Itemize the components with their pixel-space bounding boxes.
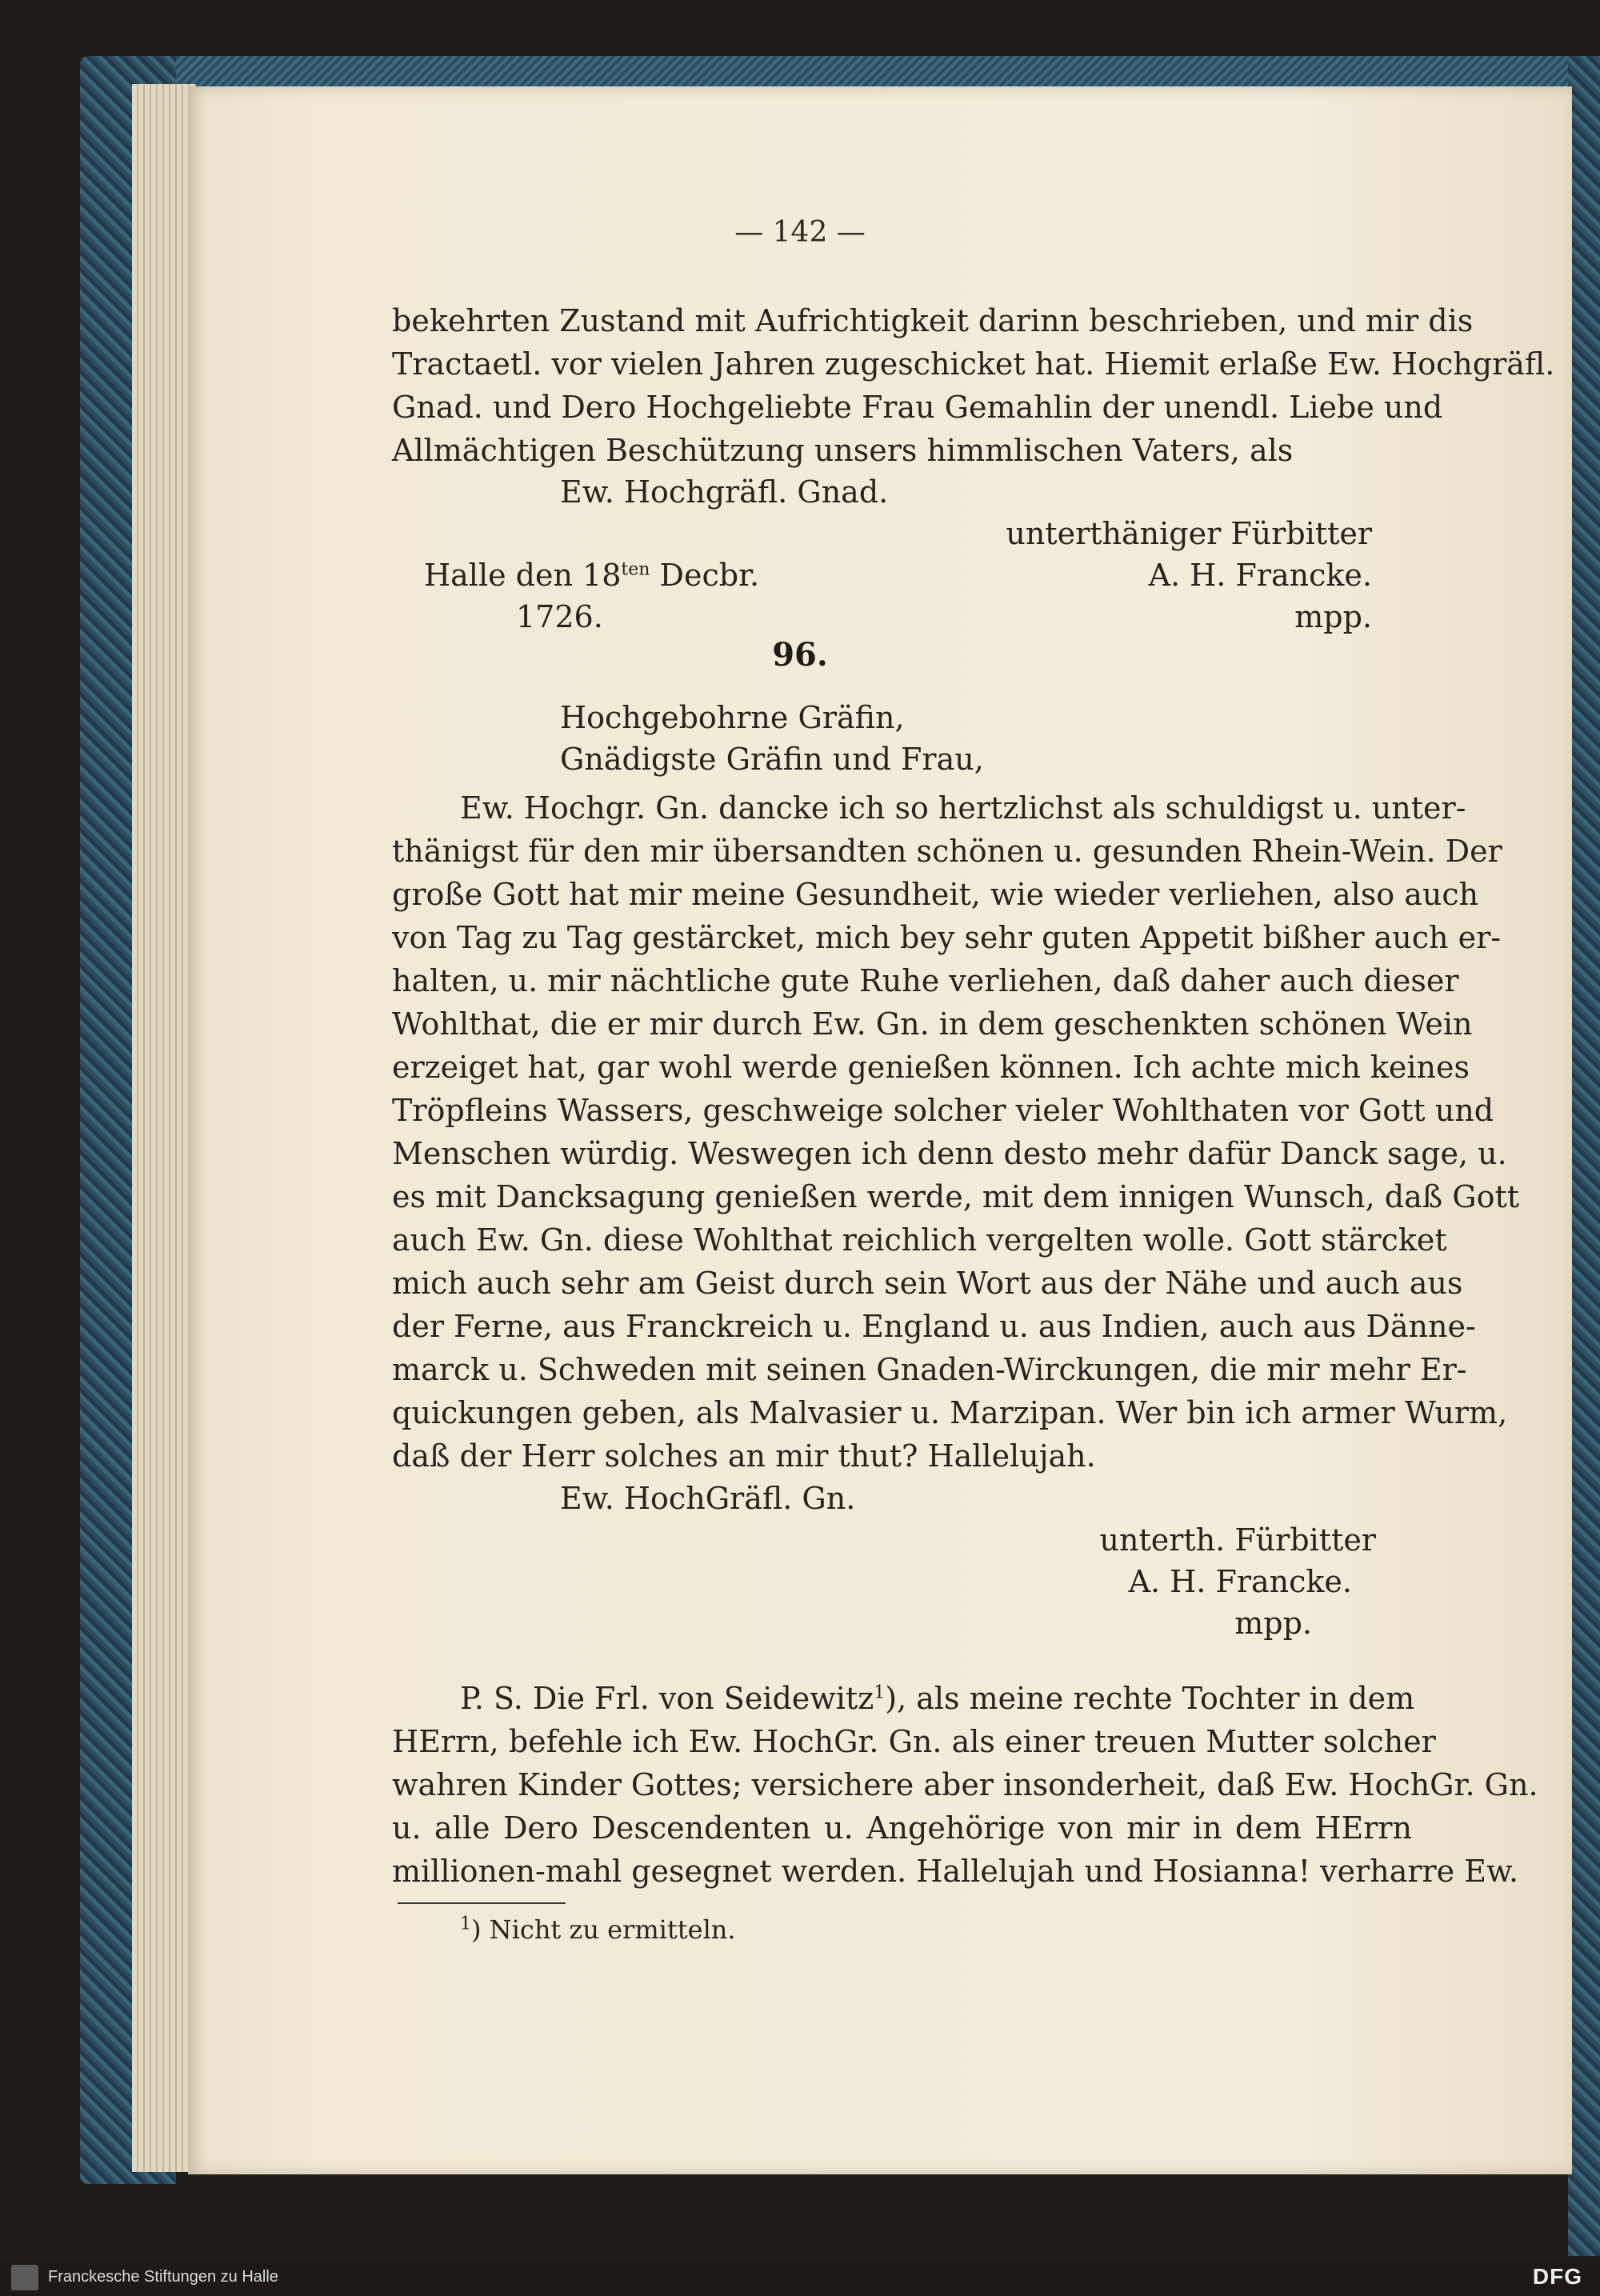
postscript [392, 1677, 1538, 1893]
letter-number: 96. [772, 636, 828, 674]
text-line: von Tag zu Tag gestärcket, mich bey sehr guten Appetit bißher auch er- [392, 920, 1502, 955]
address-line-2: Gnädigste Gräfin und Frau, [560, 742, 984, 777]
footnote-divider [398, 1902, 566, 1904]
text-line: Tractaetl. vor vielen Jahren zugeschicket hat. Hiemit erlaße Ew. Hochgräfl. [392, 346, 1555, 382]
institution-name: Franckesche Stiftungen zu Halle [48, 2268, 278, 2286]
text-line: Menschen würdig. Weswegen ich denn desto mehr dafür Danck sage, u. [392, 1136, 1507, 1171]
book-cover-right [1568, 56, 1600, 2256]
text-line: Gnad. und Dero Hochgeliebte Frau Gemahlin der unendl. Liebe und [392, 390, 1443, 425]
opening-paragraph [392, 299, 1555, 472]
text-line: Wohlthat, die er mir durch Ew. Gn. in dem geschenkten schönen Wein [392, 1006, 1473, 1042]
signature-line-2-95: A. H. Francke. [1148, 558, 1372, 593]
text-line: marck u. Schweden mit seinen Gnaden-Wirckungen, die mir mehr Er- [392, 1352, 1467, 1387]
page-number: — 142 — [734, 216, 866, 249]
text-line: bekehrten Zustand mit Aufrichtigkeit darinn beschrieben, und mir dis [392, 303, 1474, 338]
place-date-95: Halle den $18^{ten}$ Decbr. [424, 558, 760, 593]
text-line: Tröpfleins Wassers, geschweige solcher vieler Wohlthaten vor Gott und [392, 1093, 1494, 1128]
letter-body [392, 786, 1520, 1478]
signature-line-3-96: mpp. [1234, 1606, 1312, 1641]
closing-salutation-95: Ew. Hochgräfl. Gnad. [560, 474, 889, 510]
text-line: thänigst für den mir übersandten schönen u. gesunden Rhein-Wein. Der [392, 834, 1502, 869]
text-line: Ew. Hochgr. Gn. dancke ich so hertzlichst als schuldigst u. unter- [460, 790, 1466, 826]
signature-line-1-95: unterthäniger Fürbitter [1006, 516, 1372, 551]
text-line: quickungen geben, als Malvasier u. Marzipan. Wer bin ich armer Wurm, [392, 1395, 1508, 1430]
institution-logo-icon [11, 2265, 38, 2290]
text-line: erzeiget hat, gar wohl werde genießen können. Ich achte mich keines [392, 1050, 1470, 1085]
footnote: $^1$) Nicht zu ermitteln. [460, 1914, 736, 1945]
text-line: mich auch sehr am Geist durch sein Wort aus der Nähe und auch aus [392, 1266, 1463, 1301]
signature-line-1-96: unterth. Fürbitter [1099, 1522, 1376, 1558]
text-line: wahren Kinder Gottes; versichere aber insonderheit, daß Ew. HochGr. Gn. [392, 1767, 1538, 1802]
text-line: HErrn, befehle ich Ew. HochGr. Gn. als einer treuen Mutter solcher [392, 1724, 1436, 1759]
funder-logo: DFG [1532, 2264, 1582, 2289]
address-line-1: Hochgebohrne Gräfin, [560, 700, 905, 735]
text-line: millionen-mahl gesegnet werden. Hallelujah und Hosianna! verharre Ew. [392, 1854, 1519, 1889]
year-95: 1726. [516, 599, 603, 634]
viewer-footer-bar [0, 2260, 1600, 2296]
text-line: daß der Herr solches an mir thut? Hallelujah. [392, 1438, 1096, 1474]
text-line: es mit Dancksagung genießen werde, mit dem innigen Wunsch, daß Gott [392, 1179, 1520, 1214]
signature-line-3-95: mpp. [1294, 599, 1372, 634]
text-line: der Ferne, aus Franckreich u. England u. aus Indien, auch aus Dänne- [392, 1309, 1476, 1344]
signature-line-2-96: A. H. Francke. [1128, 1564, 1352, 1599]
text-line: halten, u. mir nächtliche gute Ruhe verliehen, daß daher auch dieser [392, 963, 1459, 998]
text-line: große Gott hat mir meine Gesundheit, wie wieder verliehen, also auch [392, 877, 1479, 912]
text-line: u. alle Dero Descendenten u. Angehörige von mir in dem HErrn [392, 1810, 1412, 1846]
text-line: P. S. Die Frl. von Seidewitz$^1$), als meine rechte Tochter in dem [460, 1681, 1415, 1716]
text-line: auch Ew. Gn. diese Wohlthat reichlich vergelten wolle. Gott stärcket [392, 1222, 1447, 1258]
closing-salutation-96: Ew. HochGräfl. Gn. [560, 1481, 856, 1516]
text-line: Allmächtigen Beschützung unsers himmlischen Vaters, als [392, 433, 1294, 468]
page-edges [132, 84, 196, 2172]
